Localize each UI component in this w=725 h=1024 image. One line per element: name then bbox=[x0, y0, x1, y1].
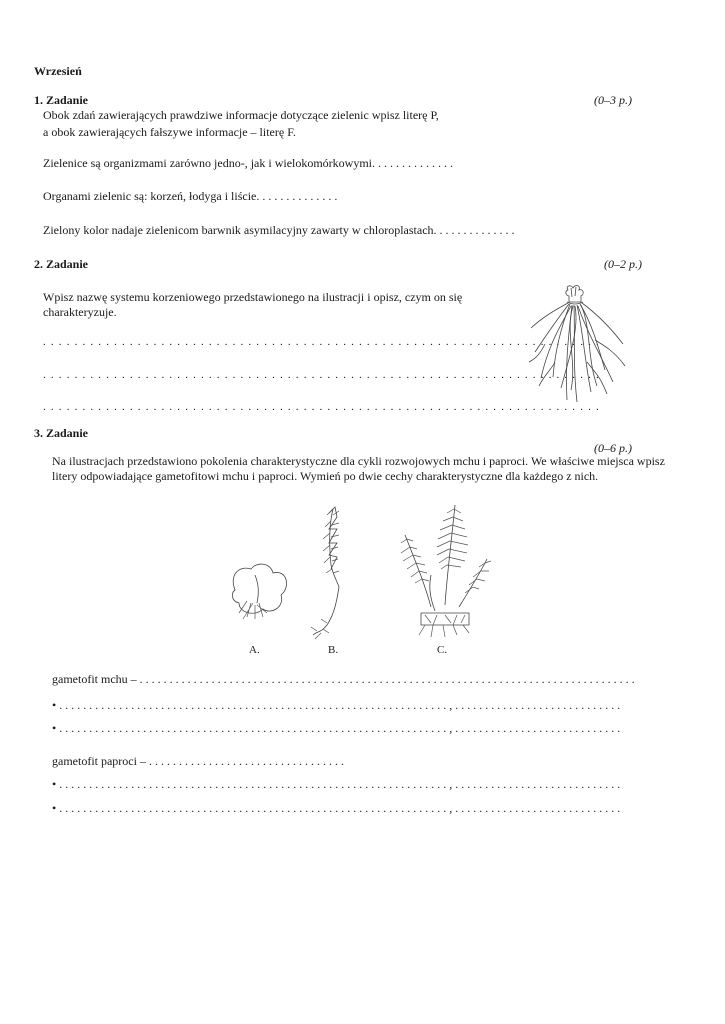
task3-instruction-line1: Na ilustracjach przedstawiono pokolenia charakterystyczne dla cykli rozwojowych mchu i paproci. We właściwe miejsca wpisz bbox=[52, 454, 665, 468]
task1-instruction-line2: a obok zawierających fałszywe informacje – literę F. bbox=[43, 125, 296, 139]
task3-instruction-line2: litery odpowiadające gametofitowi mchu i paproci. Wymień po dwie cechy charakterystyczne dla każdego z nich. bbox=[52, 469, 599, 483]
task2-instruction-line2: charakteryzuje. bbox=[43, 305, 117, 319]
task2-title: 2. Zadanie bbox=[34, 257, 89, 271]
moss-gametophyte-answer[interactable]: gametofit mchu – . . . . . . . . . . . . . . . . . . . . . . . . . . . . . . . . . . . . . . . . . . . . . . . . . . . . . . . . . . . . . . . . . . . . . . . . . . . . . . . . . . . bbox=[52, 672, 635, 686]
fern-feature-line-2[interactable]: • . . . . . . . . . . . . . . . . . . . . . . . . . . . . . . . . . . . . . . . . . . . . . . . . . . . . . . . . . . . . . . . . . , . . . . . . . . . . . . . . . . . . . . . . . . . . . . bbox=[52, 801, 621, 815]
task1-statement-3[interactable]: Zielony kolor nadaje zielenicom barwnik asymilacyjny zawarty w chloroplastach. . . . . . . . . . . . . . bbox=[43, 223, 515, 237]
task1-statement-1[interactable]: Zielenice są organizmami zarówno jedno-, jak i wielokomórkowymi. . . . . . . . . . . . . . bbox=[43, 156, 454, 170]
task2-points: (0–2 p.) bbox=[604, 257, 642, 271]
life-cycle-illustrations bbox=[225, 495, 495, 660]
task1-statement-2[interactable]: Organami zielenic są: korzeń, łodyga i liście. . . . . . . . . . . . . . bbox=[43, 189, 338, 203]
task1-instruction-line1: Obok zdań zawierających prawdziwe informacje dotyczące zielenic wpisz literę P, bbox=[43, 108, 439, 122]
task2-answer-line-3[interactable]: . . . . . . . . . . . . . . . . . . . . . . . . . . . . . . . . . . . . . . . . . . . . . . . . . . . . . . . . . . . . . . . . . . . . . . . bbox=[43, 401, 600, 413]
fibrous-root-illustration bbox=[525, 282, 635, 407]
fern-sporophyte-illustration-c bbox=[401, 505, 491, 637]
task1-points: (0–3 p.) bbox=[594, 93, 632, 107]
task3-title: 3. Zadanie bbox=[34, 426, 89, 440]
figure-label-a: A. bbox=[249, 644, 260, 656]
prothallus-illustration-a bbox=[232, 564, 286, 619]
task2-instruction-line1: Wpisz nazwę systemu korzeniowego przedstawionego na ilustracji i opisz, czym on się bbox=[43, 290, 463, 304]
figure-label-b: B. bbox=[328, 644, 339, 656]
task3-points: (0–6 p.) bbox=[594, 441, 632, 455]
task1-title: 1. Zadanie bbox=[34, 93, 89, 107]
month-title: Wrzesień bbox=[34, 64, 82, 78]
fern-feature-line-1[interactable]: • . . . . . . . . . . . . . . . . . . . . . . . . . . . . . . . . . . . . . . . . . . . . . . . . . . . . . . . . . . . . . . . . . , . . . . . . . . . . . . . . . . . . . . . . . . . . . . bbox=[52, 777, 621, 791]
task2-answer-line-1[interactable]: . . . . . . . . . . . . . . . . . . . . . . . . . . . . . . . . . . . . . . . . . . . . . . . . . . . . . . . . . . . . . . . . . . . . . . . bbox=[43, 336, 600, 348]
moss-gametophyte-illustration-b bbox=[311, 507, 339, 639]
task2-answer-line-2[interactable]: . . . . . . . . . . . . . . . . . . . . . . . . . . . . . . . . . . . . . . . . . . . . . . . . . . . . . . . . . . . . . . . . . . . . . . . bbox=[43, 369, 600, 381]
fern-gametophyte-answer[interactable]: gametofit paproci – . . . . . . . . . . . . . . . . . . . . . . . . . . . . . . . . . bbox=[52, 754, 344, 768]
figure-label-c: C. bbox=[437, 644, 448, 656]
moss-feature-line-1[interactable]: • . . . . . . . . . . . . . . . . . . . . . . . . . . . . . . . . . . . . . . . . . . . . . . . . . . . . . . . . . . . . . . . . . , . . . . . . . . . . . . . . . . . . . . . . . . . . . . bbox=[52, 698, 621, 712]
moss-feature-line-2[interactable]: • . . . . . . . . . . . . . . . . . . . . . . . . . . . . . . . . . . . . . . . . . . . . . . . . . . . . . . . . . . . . . . . . . , . . . . . . . . . . . . . . . . . . . . . . . . . . . . bbox=[52, 721, 621, 735]
